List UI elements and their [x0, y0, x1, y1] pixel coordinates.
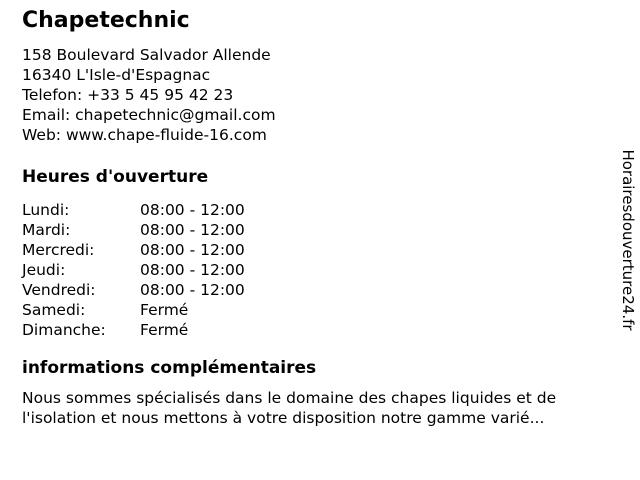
day-label: Jeudi: [22, 261, 66, 279]
address-block [22, 45, 640, 145]
day-label: Dimanche: [22, 321, 106, 339]
opening-hours-table [22, 200, 640, 340]
hours-row-wednesday [22, 240, 640, 260]
hours-row-monday [22, 200, 640, 220]
hours-row-tuesday [22, 220, 640, 240]
watermark-vertical-text: Horairesdouverture24.fr [619, 149, 637, 331]
address-street: 158 Boulevard Salvador Allende [22, 46, 271, 64]
day-time: 08:00 - 12:00 [140, 241, 245, 259]
day-label: Samedi: [22, 301, 86, 319]
hours-row-saturday [22, 300, 640, 320]
day-label: Mercredi: [22, 241, 95, 259]
day-time: 08:00 - 12:00 [140, 221, 245, 239]
page-title: Chapetechnic [22, 8, 190, 33]
hours-row-friday [22, 280, 640, 300]
phone-line: Telefon: +33 5 45 95 42 23 [22, 86, 234, 104]
day-label: Vendredi: [22, 281, 96, 299]
day-time: 08:00 - 12:00 [140, 201, 245, 219]
additional-info-text: Nous sommes spécialisés dans le domaine des chapes liquides et de l'isolation et nous mettons à votre disposition notre gamme varié... [22, 389, 557, 427]
day-time: Fermé [140, 301, 189, 319]
hours-row-sunday [22, 320, 640, 340]
opening-hours-heading: Heures d'ouverture [22, 167, 209, 187]
day-label: Mardi: [22, 221, 71, 239]
day-time: Fermé [140, 321, 189, 339]
additional-info-heading: informations complémentaires [22, 358, 317, 378]
address-city: 16340 L'Isle-d'Espagnac [22, 66, 211, 84]
hours-row-thursday [22, 260, 640, 280]
day-time: 08:00 - 12:00 [140, 261, 245, 279]
website-line: Web: www.chape-fluide-16.com [22, 126, 267, 144]
day-label: Lundi: [22, 201, 70, 219]
day-time: 08:00 - 12:00 [140, 281, 245, 299]
email-line: Email: chapetechnic@gmail.com [22, 106, 276, 124]
